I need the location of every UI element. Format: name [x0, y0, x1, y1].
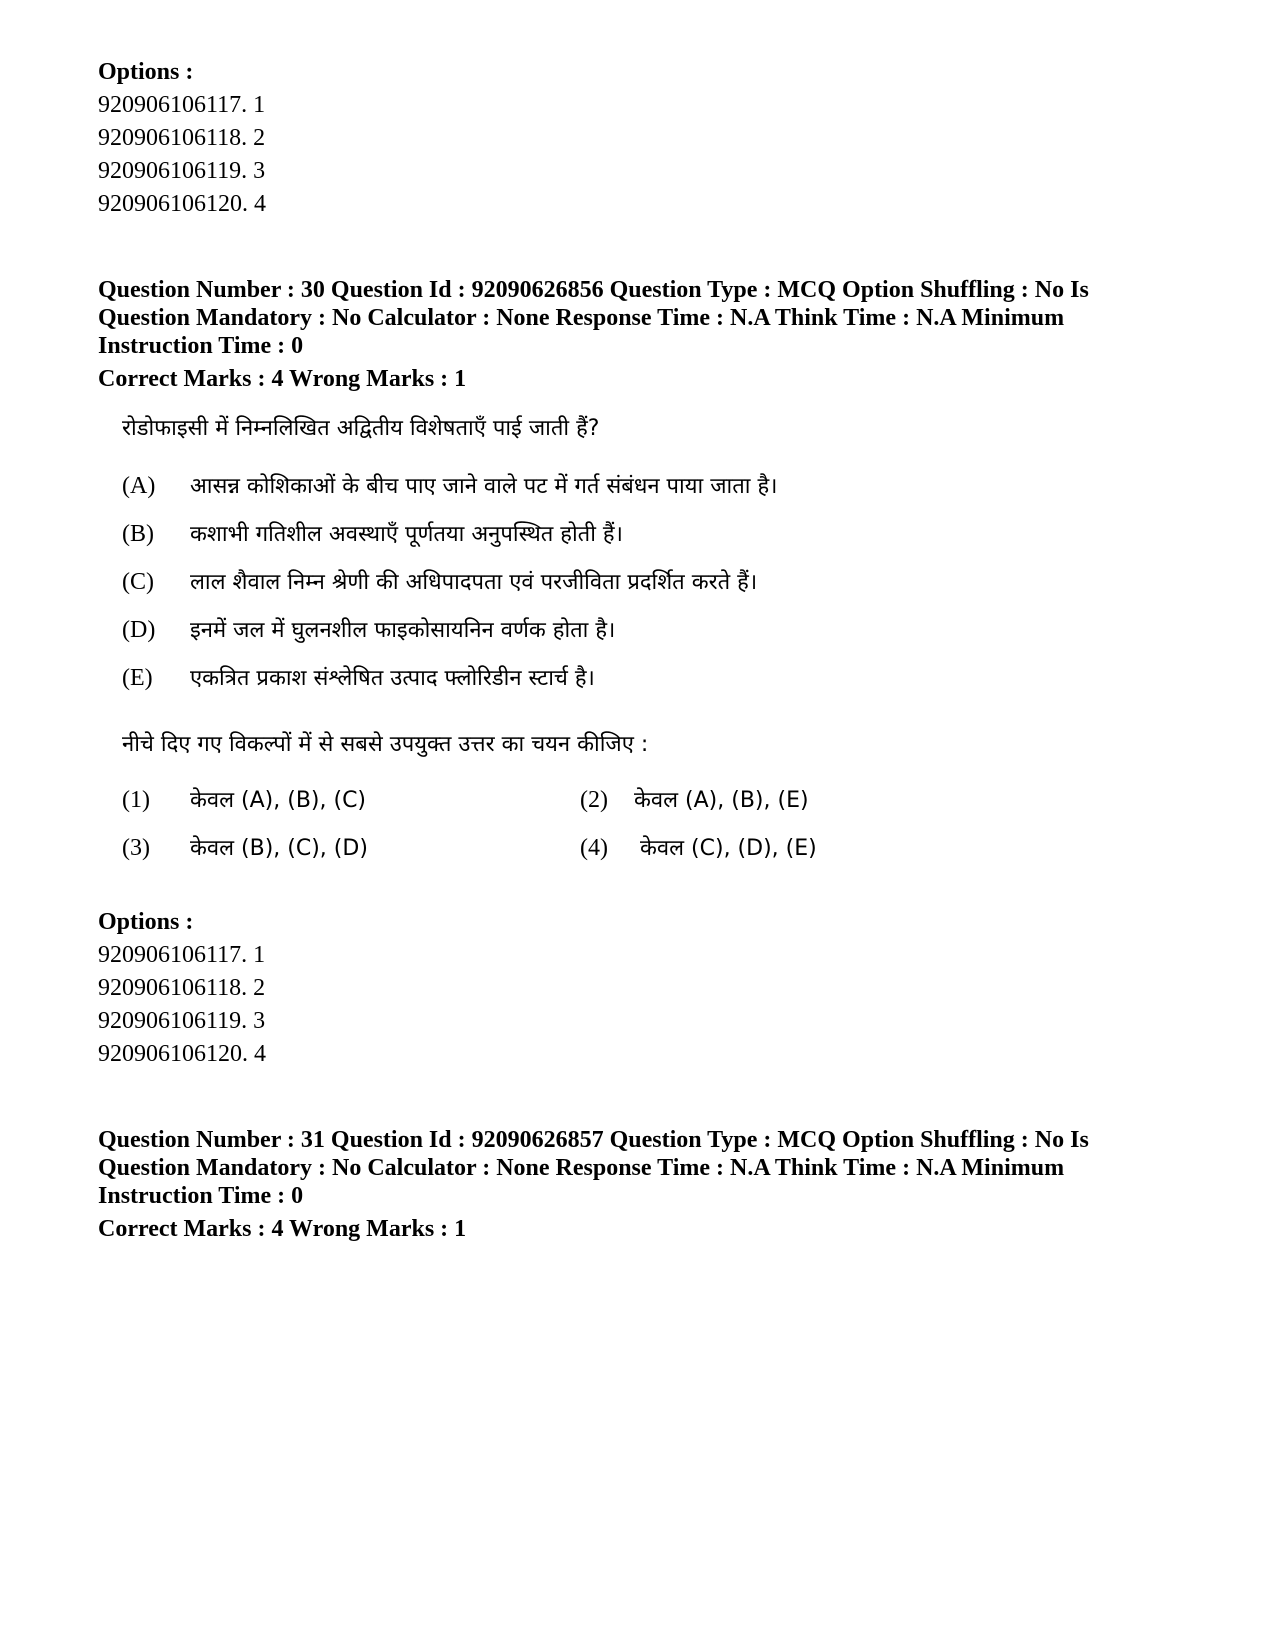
options-header: Options :: [98, 59, 194, 85]
statement-label: (C): [122, 569, 154, 595]
option-item: 920906106120. 4: [98, 191, 266, 217]
question-31-meta: [98, 1126, 1198, 1244]
statement-text: एकत्रित प्रकाश संश्लेषित उत्पाद फ्लोरिडीन स्टार्च है।: [190, 666, 595, 691]
option-item: 920906106118. 2: [98, 125, 266, 151]
choice-label: (4): [580, 835, 608, 861]
choice-text: केवल (A), (B), (C): [190, 788, 367, 813]
choice-label: (1): [122, 787, 150, 813]
choice-text: केवल (C), (D), (E): [640, 836, 817, 861]
statement-text: लाल शैवाल निम्न श्रेणी की अधिपादपता एवं परजीविता प्रदर्शित करते हैं।: [190, 570, 758, 595]
question-meta-line: Question Number : 31 Question Id : 92090626857 Question Type : MCQ Option Shuffling : No Is: [98, 1127, 1089, 1153]
question-meta-line: Question Number : 30 Question Id : 92090626856 Question Type : MCQ Option Shuffling : No Is: [98, 277, 1089, 303]
question-30-options: [98, 906, 1198, 1071]
statement-text: कशाभी गतिशील अवस्थाएँ पूर्णतया अनुपस्थित होती हैं।: [190, 522, 623, 547]
question-meta-line: Instruction Time : 0: [98, 1183, 304, 1209]
option-item: 920906106119. 3: [98, 1008, 266, 1034]
choice-label: (2): [580, 787, 608, 813]
choice-text: केवल (B), (C), (D): [190, 836, 368, 861]
instruction-text: नीचे दिए गए विकल्पों में से सबसे उपयुक्त उत्तर का चयन कीजिए :: [122, 732, 649, 757]
question-marks: Correct Marks : 4 Wrong Marks : 1: [98, 366, 467, 392]
statement-b: [122, 518, 623, 548]
statement-e: [122, 662, 595, 692]
options-header: Options :: [98, 909, 194, 935]
question-text: रोडोफाइसी में निम्नलिखित अद्वितीय विशेषताएँ पाई जाती हैं?: [122, 416, 600, 441]
statement-text: आसन्न कोशिकाओं के बीच पाए जाने वाले पट में गर्त संबंधन पाया जाता है।: [190, 474, 778, 499]
choice-1: [122, 784, 366, 814]
options-block-previous: [98, 56, 1198, 221]
question-30-body: [122, 412, 1022, 872]
statement-label: (B): [122, 521, 154, 547]
choice-text: केवल (A), (B), (E): [634, 788, 809, 813]
statement-label: (D): [122, 617, 156, 643]
question-meta-line: Instruction Time : 0: [98, 333, 304, 359]
statement-d: [122, 614, 615, 644]
option-item: 920906106118. 2: [98, 975, 266, 1001]
statement-a: [122, 470, 777, 500]
choice-3: [122, 832, 368, 862]
option-item: 920906106119. 3: [98, 158, 266, 184]
question-meta-line: Question Mandatory : No Calculator : None Response Time : N.A Think Time : N.A Minimum: [98, 1155, 1065, 1181]
choice-2: [580, 784, 809, 814]
statement-text: इनमें जल में घुलनशील फाइकोसायनिन वर्णक होता है।: [190, 618, 616, 643]
statement-label: (A): [122, 473, 156, 499]
question-marks: Correct Marks : 4 Wrong Marks : 1: [98, 1216, 467, 1242]
option-item: 920906106117. 1: [98, 942, 266, 968]
choice-4: [580, 832, 817, 862]
question-meta-line: Question Mandatory : No Calculator : None Response Time : N.A Think Time : N.A Minimum: [98, 305, 1065, 331]
statement-label: (E): [122, 665, 153, 691]
question-30-meta: [98, 276, 1198, 394]
statement-c: [122, 566, 757, 596]
option-item: 920906106117. 1: [98, 92, 266, 118]
choice-label: (3): [122, 835, 150, 861]
option-item: 920906106120. 4: [98, 1041, 266, 1067]
